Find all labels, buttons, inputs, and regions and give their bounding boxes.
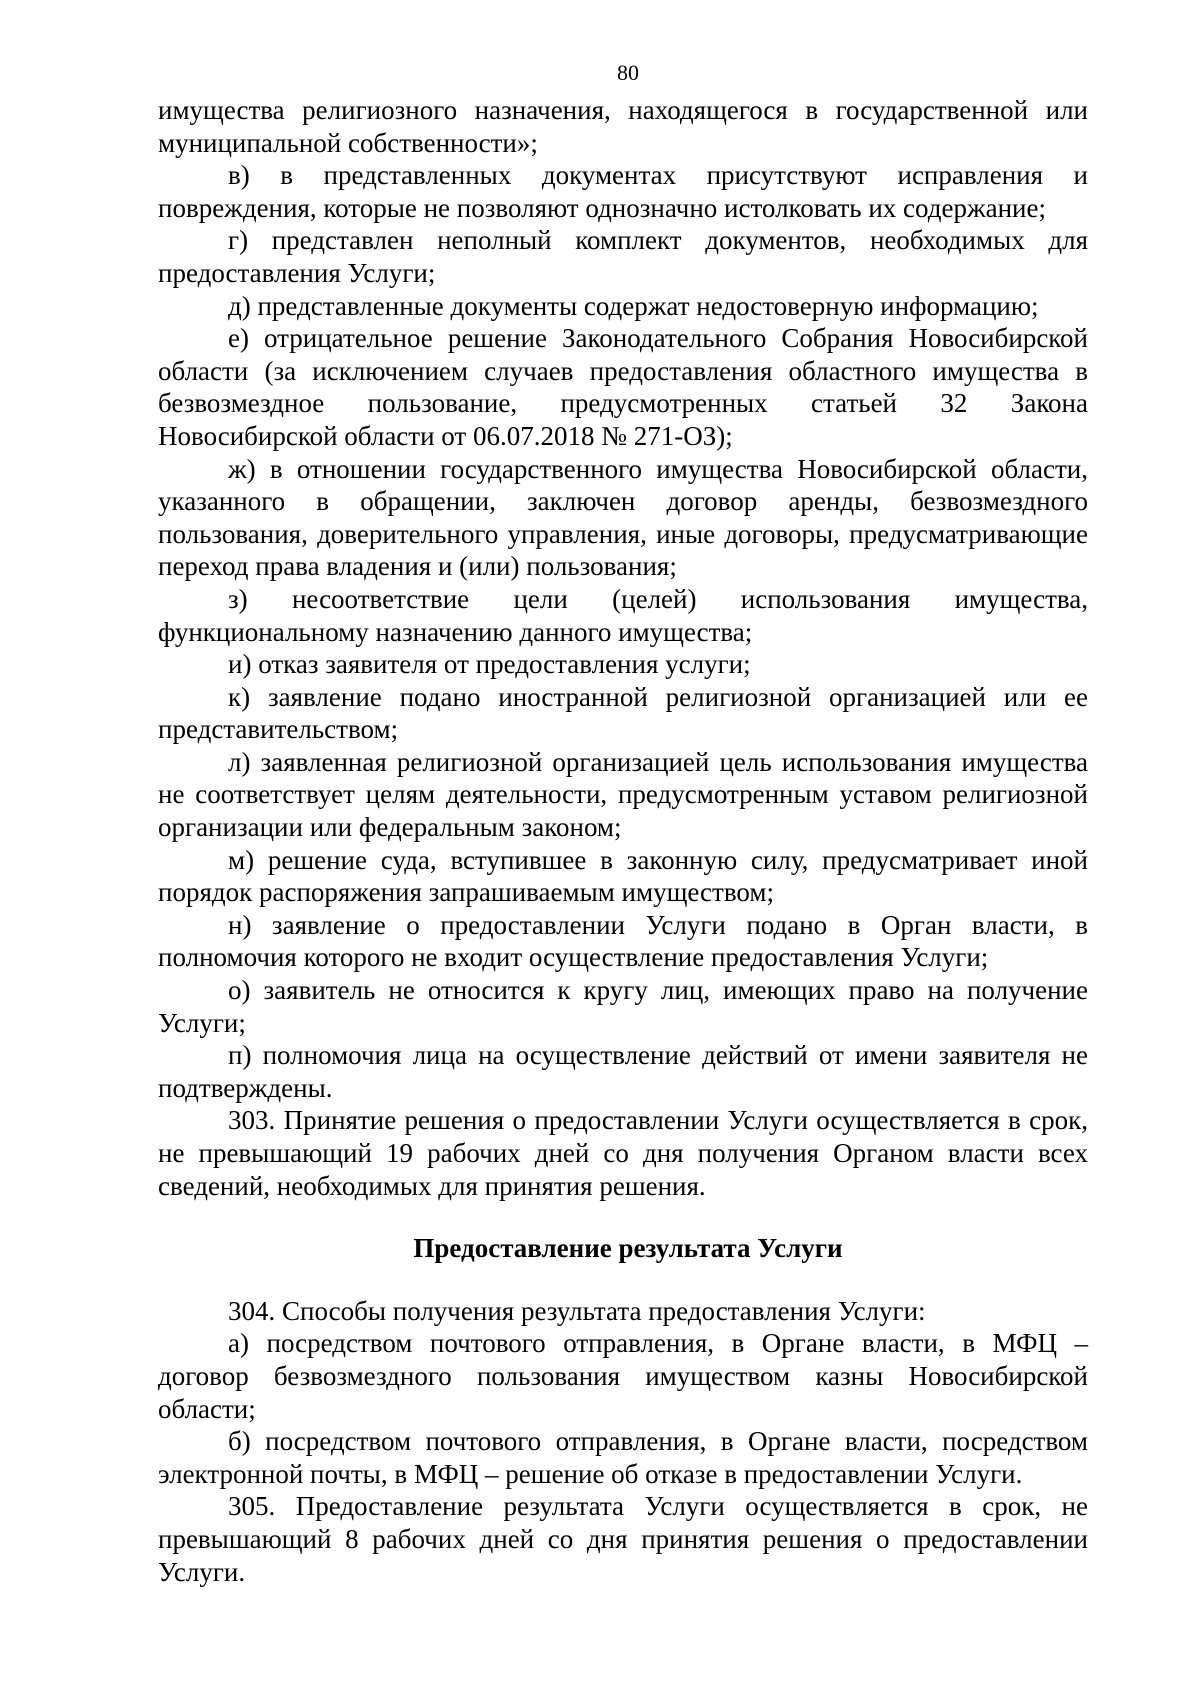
paragraph: д) представленные документы содержат недостоверную информацию; bbox=[228, 290, 1039, 321]
paragraph: ж) в отношении государственного имущества Новосибирской области, указанного в обращении, заключен договор аренды, безвозмездного пользования, доверительного управления, иные договоры, предусматривающие переход права владения и (или) пользования; bbox=[158, 453, 1088, 582]
paragraph: имущества религиозного назначения, находящегося в государственной или муниципальной собственности»; bbox=[158, 95, 1088, 158]
section-heading: Предоставление результата Услуги bbox=[413, 1233, 843, 1264]
paragraph: н) заявление о предоставлении Услуги подано в Орган власти, в полномочия которого не входит осуществление предоставления Услуги; bbox=[158, 909, 1088, 973]
paragraph: з) несоответствие цели (целей) использования имущества, функциональному назначению данного имущества; bbox=[158, 583, 1088, 647]
paragraph: е) отрицательное решение Законодательного Собрания Новосибирской области (за исключением случаев предоставления областного имущества в безвозмездное пользование, предусмотренных статьей 32 Закона Новосибирской области от 06.07.2018 № 271-ОЗ); bbox=[158, 323, 1088, 451]
paragraph: м) решение суда, вступившее в законную силу, предусматривает иной порядок распоряжения запрашиваемым имуществом; bbox=[158, 844, 1088, 908]
paragraph: 303. Принятие решения о предоставлении Услуги осуществляется в срок, не превышающий 19 рабочих дней со дня получения Органом власти всех сведений, необходимых для принятия решения. bbox=[158, 1105, 1088, 1201]
paragraph: г) представлен неполный комплект документов, необходимых для предоставления Услуги; bbox=[158, 225, 1088, 288]
paragraph: 305. Предоставление результата Услуги осуществляется в срок, не превышающий 8 рабочих дней со дня принятия решения о предоставлении Услуги. bbox=[158, 1491, 1088, 1587]
paragraph: в) в представленных документах присутствуют исправления и повреждения, которые не позволяют однозначно истолковать их содержание; bbox=[158, 160, 1088, 223]
paragraph: п) полномочия лица на осуществление действий от имени заявителя не подтверждены. bbox=[158, 1040, 1088, 1103]
paragraph: и) отказ заявителя от предоставления услуги; bbox=[228, 649, 751, 680]
paragraph: к) заявление подано иностранной религиозной организацией или ее представительством; bbox=[158, 681, 1088, 745]
paragraph: 304. Способы получения результата предоставления Услуги: bbox=[228, 1295, 926, 1326]
paragraph: л) заявленная религиозной организацией цель использования имущества не соответствует целям деятельности, предусмотренным уставом религиозной организации или федеральным законом; bbox=[158, 746, 1088, 843]
paragraph: о) заявитель не относится к кругу лиц, имеющих право на получение Услуги; bbox=[158, 975, 1088, 1038]
page-number: 80 bbox=[617, 60, 639, 85]
paragraph: б) посредством почтового отправления, в Органе власти, посредством электронной почты, в МФЦ – решение об отказе в предоставлении Услуги. bbox=[158, 1426, 1088, 1489]
paragraph: а) посредством почтового отправления, в Органе власти, в МФЦ – договор безвозмездного пользования имуществом казны Новосибирской области; bbox=[158, 1328, 1088, 1424]
